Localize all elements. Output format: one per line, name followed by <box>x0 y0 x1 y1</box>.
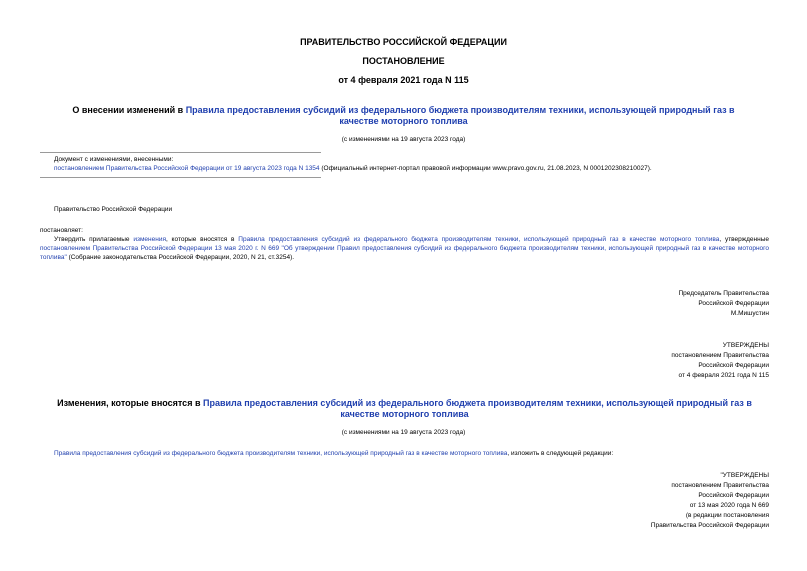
changes-title-rules-link[interactable]: Правила предоставления субсидий из федерального бюджета производителям техники, использующей природный газ в качестве моторного топлива <box>202 398 752 419</box>
decrees-word: постановляет: <box>40 227 83 234</box>
approved-title: УТВЕРЖДЕНЫ <box>722 342 769 349</box>
document-date-number: от 4 февраля 2021 года N 115 <box>338 75 469 85</box>
approved2-line5: (в редакции постановления <box>685 512 769 519</box>
title-prefix: О внесении изменений в <box>72 105 186 115</box>
approved-line2: постановлением Правительства <box>671 352 769 359</box>
signature-block <box>678 289 769 318</box>
main-paragraph <box>40 235 769 262</box>
approved-line4: от 4 февраля 2021 года N 115 <box>678 372 769 379</box>
approved2-line6: Правительства Российской Федерации <box>650 522 769 529</box>
decree-669-link[interactable]: постановлением Правительства Российской Федерации 13 мая 2020 г. N 669 "Об утверждении Правил предоставления субсидий из федерального бюджета производителям техники, использующей природный газ в качестве моторного топлива" <box>40 245 769 261</box>
approved-line3: Российской Федерации <box>698 362 769 369</box>
p1-end: (Собрание законодательства Российской Федерации, 2020, N 21, ст.3254). <box>66 254 295 261</box>
signature-country: Российской Федерации <box>698 300 769 307</box>
clause-tail: , изложить в следующей редакции: <box>507 450 614 457</box>
amending-decree-publication: (Официальный интернет-портал правовой информации www.pravo.gov.ru, 21.08.2023, N 0001202308210027). <box>319 165 652 172</box>
approved-block-2 <box>651 471 769 530</box>
p1-mid: , которые вносятся в <box>165 236 239 243</box>
document-type: ПОСТАНОВЛЕНИЕ <box>362 56 445 66</box>
signature-name: М.Мишустин <box>730 310 769 317</box>
title-rules-link[interactable]: Правила предоставления субсидий из федерального бюджета производителям техники, использующей природный газ в качестве моторного топлива <box>185 105 735 126</box>
approved2-line3: Российской Федерации <box>698 492 769 499</box>
edition-note-2: (с изменениями на 19 августа 2023 года) <box>341 429 466 436</box>
edition-note: (с изменениями на 19 августа 2023 года) <box>341 136 466 143</box>
clause-rules-link[interactable]: Правила предоставления субсидий из федерального бюджета производителям техники, использующей природный газ в качестве моторного топлива <box>54 450 508 457</box>
approved2-line2: постановлением Правительства <box>671 482 769 489</box>
p1-start: Утвердить прилагаемые <box>54 236 134 243</box>
amending-decree-link[interactable]: постановлением Правительства Российской Федерации от 19 августа 2023 года N 1354 <box>54 165 320 172</box>
signature-position: Председатель Правительства <box>678 290 769 297</box>
approved-block <box>671 341 769 380</box>
changes-title-prefix: Изменения, которые вносятся в <box>57 398 203 408</box>
changes-source <box>54 164 754 173</box>
changes-label: Документ с изменениями, внесенными: <box>54 156 174 163</box>
changes-link[interactable]: изменения <box>133 236 166 243</box>
issuer: Правительство Российской Федерации <box>54 206 173 213</box>
approved2-title: "УТВЕРЖДЕНЫ <box>720 472 769 479</box>
rules-link[interactable]: Правила предоставления субсидий из федерального бюджета производителям техники, использующей природный газ в качестве моторного топлива <box>238 236 720 243</box>
clause-paragraph <box>54 449 769 458</box>
document-title <box>55 105 752 127</box>
p1-mid2: , утвержденные <box>719 236 770 243</box>
separator-bottom <box>40 177 321 178</box>
government-name: ПРАВИТЕЛЬСТВО РОССИЙСКОЙ ФЕДЕРАЦИИ <box>300 37 507 47</box>
separator-top <box>40 152 321 153</box>
approved2-line4: от 13 мая 2020 года N 669 <box>689 502 769 509</box>
changes-title <box>40 398 769 420</box>
